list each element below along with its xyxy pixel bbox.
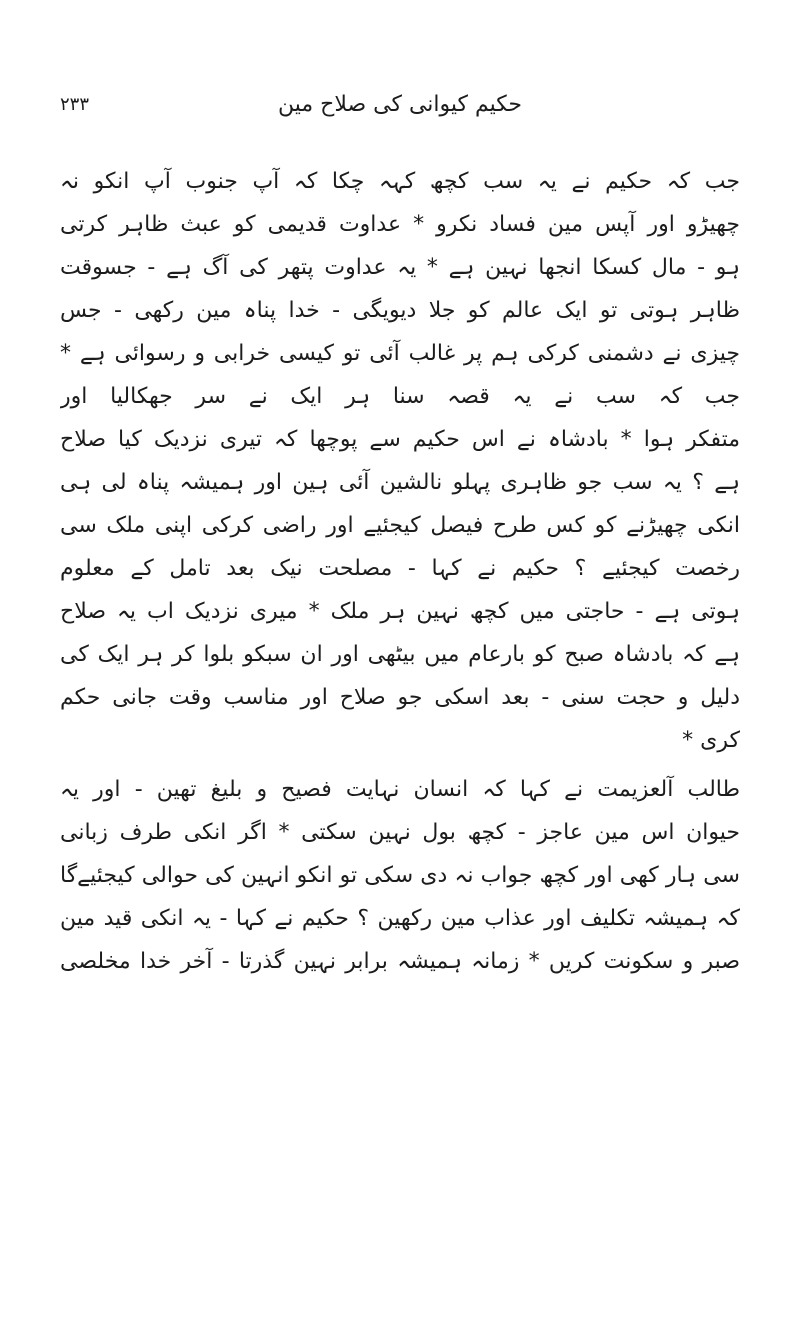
text-line: سی ہار کھی اور کچھ جواب نہ دی سکی تو انکو انہین کی حوالی کیجئیےگا	[60, 863, 740, 888]
text-line: ہے ؟ یہ سب جو ظاہری پہلو نالشین آئی ہین اور ہمیشہ پناہ لی ہی	[60, 470, 740, 495]
text-line: دلیل و حجت سنی - بعد اسکی جو صلاح اور مناسب وقت جانی حکم	[60, 685, 740, 710]
running-title: حکیم کیوانی کی صلاح مین	[277, 92, 523, 117]
text-line: حیوان اس مین عاجز - کچھ بول نہین سکتی * اگر انکی طرف زبانی	[60, 820, 740, 845]
text-line: ہو - مال کسکا انجھا نہین ہے * یہ عداوت پتھر کی آگ ہے - جسوقت	[60, 255, 740, 280]
text-line: چیزی نے دشمنی کرکی ہم پر غالب آئی تو کیسی خرابی و رسوائی ہے *	[60, 341, 740, 366]
text-line: صبر و سکونت کریں * زمانہ ہمیشہ برابر نہین گذرتا - آخر خدا مخلصی	[60, 949, 740, 974]
text-line: ہوتی ہے - حاجتی میں کچھ نہین ہر ملک * میری نزدیک اب یہ صلاح	[60, 599, 740, 624]
text-line: انکی چھیڑنے کو کس طرح فیصل کیجئیے اور راضی کرکی اپنی ملک سی	[60, 513, 740, 538]
text-line: رخصت کیجئیے ؟ حکیم نے کہا - مصلحت نیک بعد تامل کے معلوم	[60, 556, 740, 581]
text-line: ظاہر ہوتی تو ایک عالم کو جلا دیویگی - خدا پناہ مین رکھی - جس	[60, 298, 740, 323]
text-line: کری *	[682, 728, 740, 753]
text-line: جب کہ حکیم نے یہ سب کچھ کہہ چکا کہ آپ جنوب آپ انکو نہ	[60, 169, 740, 194]
text-line: چھیڑو اور آپس مین فساد نکرو * عداوت قدیمی کو عبث ظاہر کرتی	[60, 212, 740, 237]
text-line: جب کہ سب نے یہ قصہ سنا ہر ایک نے سر جھکالیا اور	[60, 384, 740, 409]
text-line: متفکر ہوا * بادشاہ نے اس حکیم سے پوچھا کہ تیری نزدیک کیا صلاح	[60, 427, 740, 452]
text-line: ہے کہ بادشاہ صبح کو بارعام میں بیٹھی اور ان سبکو بلوا کر ہر ایک کی	[60, 642, 740, 667]
page-number: ۲۳۳	[60, 94, 90, 115]
text-line: کہ ہمیشہ تکلیف اور عذاب مین رکھین ؟ حکیم نے کہا - یہ انکی قید مین	[60, 906, 740, 931]
body-text	[60, 160, 740, 983]
text-line: طالب آلعزیمت نے کہا کہ انسان نہایت فصیح و بلیغ تھین - اور یہ	[60, 777, 740, 802]
page-header	[60, 92, 740, 132]
